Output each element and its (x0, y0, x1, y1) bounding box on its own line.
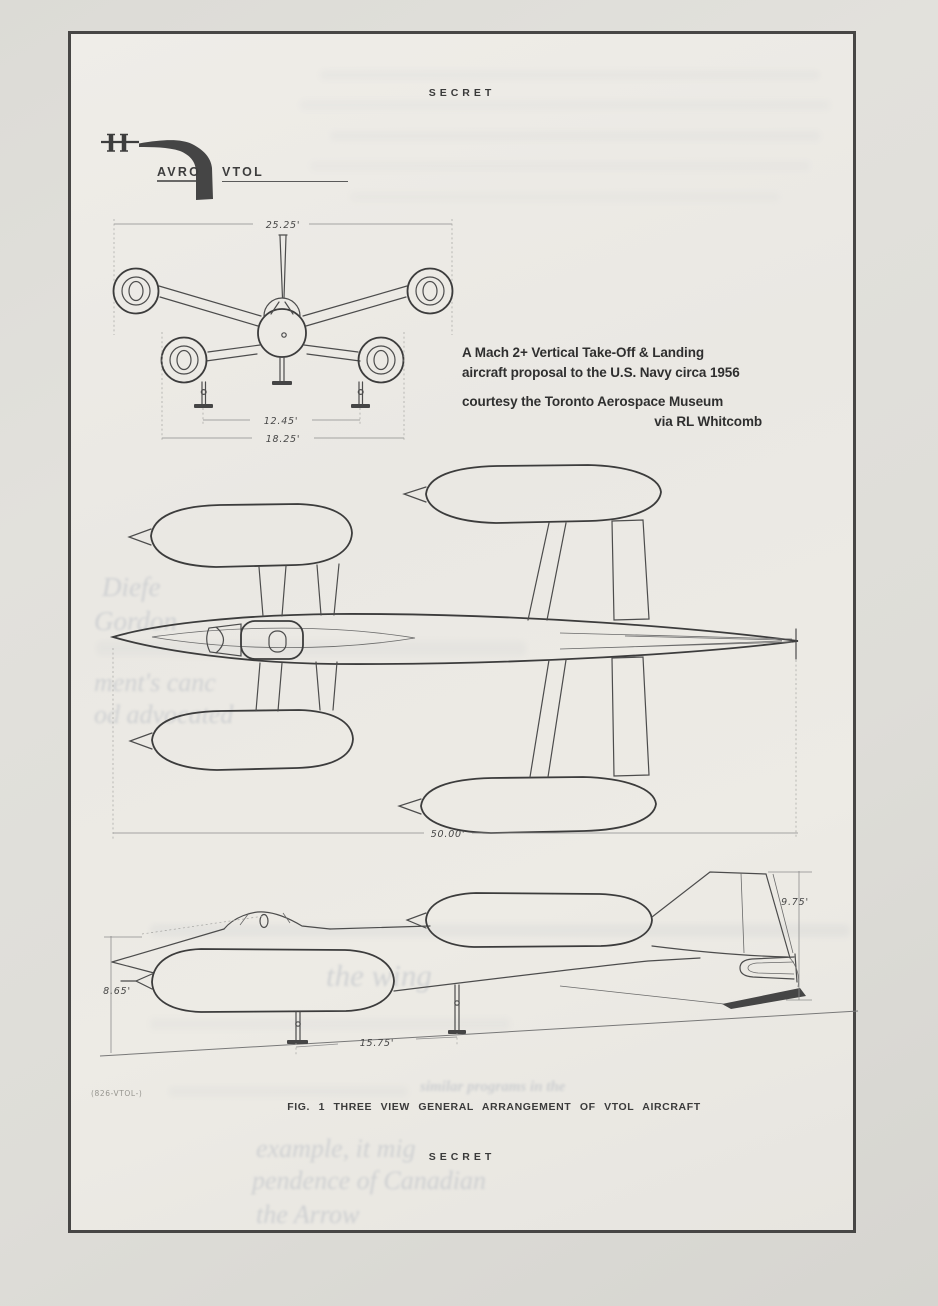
nose-height-reference-line (142, 916, 264, 934)
front-upper-right-nacelle (408, 269, 453, 314)
classification-footer: SECRET (428, 1151, 496, 1163)
plan-starboard-aft-nacelle (399, 657, 656, 833)
side-fuselage-bottom (394, 958, 700, 991)
length-extension-lines (113, 648, 796, 839)
plan-inner-fairing (152, 628, 415, 648)
plan-port-front-nacelle (129, 504, 352, 616)
side-nose-lower-line (112, 962, 154, 973)
ghost-text-fragment: Gordon (94, 606, 178, 636)
front-landing-gear (194, 357, 370, 408)
ghost-text-fragment: Diefe (102, 572, 161, 602)
side-tail-nozzle (722, 954, 806, 1009)
ghost-text-fragment: pendence of Canadian (252, 1166, 486, 1195)
side-keel-line (560, 986, 724, 1004)
gear-track-dimension-label: 12.45' (263, 416, 299, 427)
plan-fuselage (113, 614, 798, 664)
wheelbase-dimension-label: 15.75' (359, 1038, 395, 1049)
front-fuselage (258, 309, 306, 357)
nacelle-track-dimension-label: 18.25' (265, 434, 301, 445)
ghost-text-fragment: od advocated (94, 700, 234, 729)
nose-height-dimension-label: 8.65' (103, 986, 131, 997)
annotation-line-1: A Mach 2+ Vertical Take-Off & Landing (462, 345, 704, 360)
annotation-credit-1: courtesy the Toronto Aerospace Museum (462, 394, 724, 409)
ghost-text-fragment: example, it mig (256, 1134, 416, 1163)
side-fuselage-top (330, 926, 430, 929)
fin-height-dimension-label: 9.75' (781, 897, 809, 908)
front-lower-right-nacelle (359, 338, 404, 383)
fin-height-dimension-line (768, 871, 812, 1000)
front-upper-wings (159, 286, 407, 326)
plate-code: (826-VTOL-) (91, 1089, 143, 1098)
length-dimension-label: 50.00' (430, 829, 466, 840)
plan-view (113, 465, 798, 840)
span-extension-lines (114, 219, 452, 335)
plan-cockpit (207, 621, 303, 659)
annotation-credit-2: via RL Whitcomb (654, 414, 762, 429)
side-view (100, 871, 858, 1056)
avro-vtol-logo (101, 135, 348, 201)
front-fin (279, 235, 287, 298)
figure-caption: FIG. 1 THREE VIEW GENERAL ARRANGEMENT OF VTOL AIRCRAFT (287, 1101, 701, 1113)
front-view (114, 219, 453, 445)
plan-port-aft-nacelle (404, 465, 661, 620)
aircraft-glyph-icon (101, 135, 139, 152)
side-lower-front-nacelle (121, 949, 394, 1012)
side-aft-fuselage-top (652, 946, 788, 957)
ghost-text-fragment: the wing (326, 958, 432, 993)
ghost-text-fragment: the Arrow (256, 1200, 360, 1229)
classification-header: SECRET (428, 87, 496, 99)
front-lower-left-nacelle (162, 338, 207, 383)
front-lower-wings (206, 345, 360, 361)
side-vertical-fin (652, 872, 793, 958)
side-rear-gear (448, 985, 466, 1034)
front-upper-left-nacelle (114, 269, 159, 314)
logo-product-text: VTOL (222, 165, 264, 179)
front-nose-probe (282, 333, 286, 337)
logo-brand-text: AVRO (157, 165, 201, 179)
annotation-block (462, 343, 762, 432)
ghost-text-fragment: similar programs in the (420, 1079, 566, 1095)
ground-line (100, 1011, 858, 1056)
plan-starboard-front-nacelle (130, 662, 353, 770)
span-dimension-label: 25.25' (265, 220, 301, 231)
side-front-gear (287, 1012, 308, 1044)
side-upper-aft-nacelle (407, 893, 652, 947)
ghost-text-fragment: ment's canc (94, 668, 216, 697)
annotation-line-2: aircraft proposal to the U.S. Navy circa 1956 (462, 365, 740, 380)
side-canopy (224, 912, 330, 929)
